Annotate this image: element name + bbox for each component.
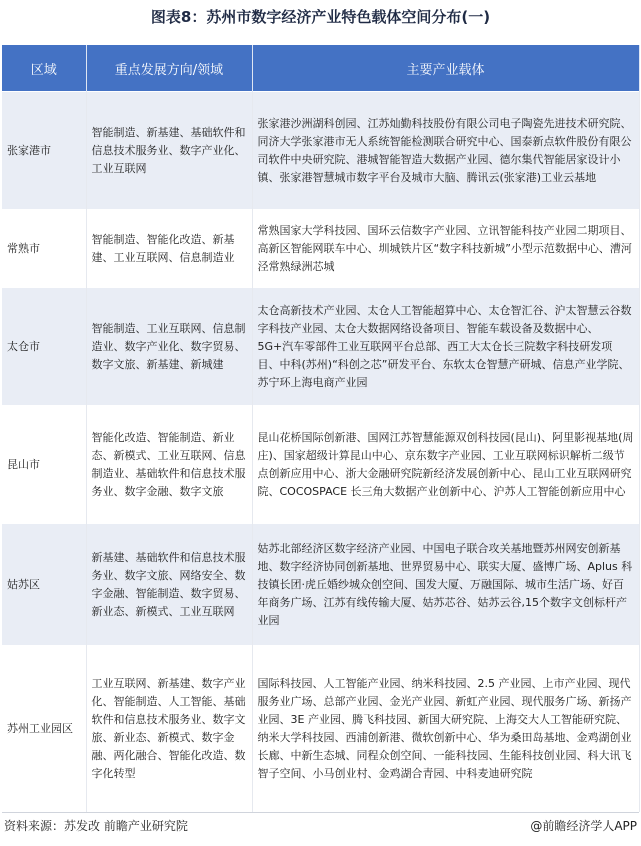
region-cell: 苏州工业园区 [2, 646, 86, 812]
direction-cell: 智能制造、新基建、基础软件和信息技术服务业、数字产业化、工业互联网 [86, 92, 252, 210]
footer-divider [2, 812, 639, 813]
direction-cell: 智能化改造、智能制造、新业态、新模式、工业互联网、信息制造业、基础软件和信息技术服务业、数字金融、数字文旅 [86, 406, 252, 524]
direction-cell: 新基建、基础软件和信息技术服务业、数字文旅、网络安全、数字金融、智能制造、数字贸易、新业态、新模式、工业互联网 [86, 524, 252, 646]
carrier-table [2, 45, 640, 812]
region-cell: 姑苏区 [2, 524, 86, 646]
carriers-cell: 太仓高新技术产业园、太仓人工智能超算中心、太仓智汇谷、沪太智慧云谷数字科技产业园、太仓大数据网络设备项目、智能车载设备及数据中心、5G+汽车零部件工业互联网平台总部、西工大太仓长三院数字科技研发项目、中科(苏州)“科创之芯”研发平台、东软太仓智慧产研城、信息产业学院、苏宁环上海电商产业园 [252, 288, 639, 406]
region-cell: 太仓市 [2, 288, 86, 406]
page-title: 图表8：苏州市数字经济产业特色载体空间分布(一) [150, 8, 491, 26]
carriers-cell: 常熟国家大学科技园、国环云信数字产业园、立讯智能科技产业园二期项目、高新区智能网联车中心、圳城铁片区“数字科技新城”小型示范数据中心、漕河泾常熟绿洲芯城 [252, 210, 639, 288]
region-cell: 常熟市 [2, 210, 86, 288]
direction-cell: 智能制造、智能化改造、新基建、工业互联网、信息制造业 [86, 210, 252, 288]
table-row [2, 524, 639, 646]
footer [4, 817, 637, 837]
table-row [2, 646, 639, 812]
source-note: 资料来源：苏发改 前瞻产业研究院 [4, 819, 188, 833]
region-cell: 昆山市 [2, 406, 86, 524]
table-row [2, 406, 639, 524]
table-row [2, 288, 639, 406]
region-cell: 张家港市 [2, 92, 86, 210]
carriers-cell: 昆山花桥国际创新港、国网江苏智慧能源双创科技园(昆山)、阿里影视基地(周庄)、国家超级计算昆山中心、京东数字产业园、工业互联网标识解析二级节点创新应用中心、浙大金融研究院新经济发展创新中心、昆山工业互联网研究院、COCOSPACE 长三角大数据产业创新中心、沪苏人工智能创新应用中心 [252, 406, 639, 524]
carriers-cell: 国际科技园、人工智能产业园、纳米科技园、2.5 产业园、上市产业园、现代服务业广场、总部产业园、金光产业园、新虹产业园、现代服务广场、新扬产业园、3E 产业园、腾飞科技园、新国大研究院、上海交大人工智能研究院、纳米大学科技园、西浦创新港、微软创新中心、华为桑田岛基地、金鸡湖创业长廊、中新生态城、同程众创空间、一能科技园、生能科技创业园、科大讯飞智子空间、小马创业村、金鸡湖合青园、中科麦迪研究院 [252, 646, 639, 812]
table-header-row [2, 45, 639, 92]
credit-note: @前瞻经济学人APP [530, 819, 637, 833]
carriers-cell: 张家港沙洲湖科创园、江苏灿勤科技股份有限公司电子陶瓷先进技术研究院、同济大学张家港市无人系统智能检测联合研究中心、国泰新点软件股份有限公司软件中央研究院、港城智能智造大数据产业园、德尔集代智能居家设计小镇、张家港智慧城市数字平台及城市大脑、腾讯云(张家港)工业云基地 [252, 92, 639, 210]
table-row [2, 210, 639, 288]
carriers-cell: 姑苏北部经济区数字经济产业园、中国电子联合攻关基地暨苏州网安创新基地、数字经济协同创新基地、世界贸易中心、联实大厦、盛博广场、Aplus 科技镇长团·虎丘婚纱城众创空间、国发大厦、万融国际、城市生活广场、好百年商务广场、江苏有线传输大厦、姑苏芯谷、姑苏云谷,15个数字文创标杆产业园 [252, 524, 639, 646]
header-region: 区域 [2, 45, 86, 92]
header-direction: 重点发展方向/领域 [86, 45, 252, 92]
table-row [2, 92, 639, 210]
direction-cell: 智能制造、工业互联网、信息制造业、数字产业化、数字贸易、数字文旅、新基建、新城建 [86, 288, 252, 406]
direction-cell: 工业互联网、新基建、数字产业化、智能制造、人工智能、基础软件和信息技术服务业、数字文旅、新业态、新模式、数字金融、两化融合、智能化改造、数字化转型 [86, 646, 252, 812]
header-carriers: 主要产业载体 [252, 45, 639, 92]
